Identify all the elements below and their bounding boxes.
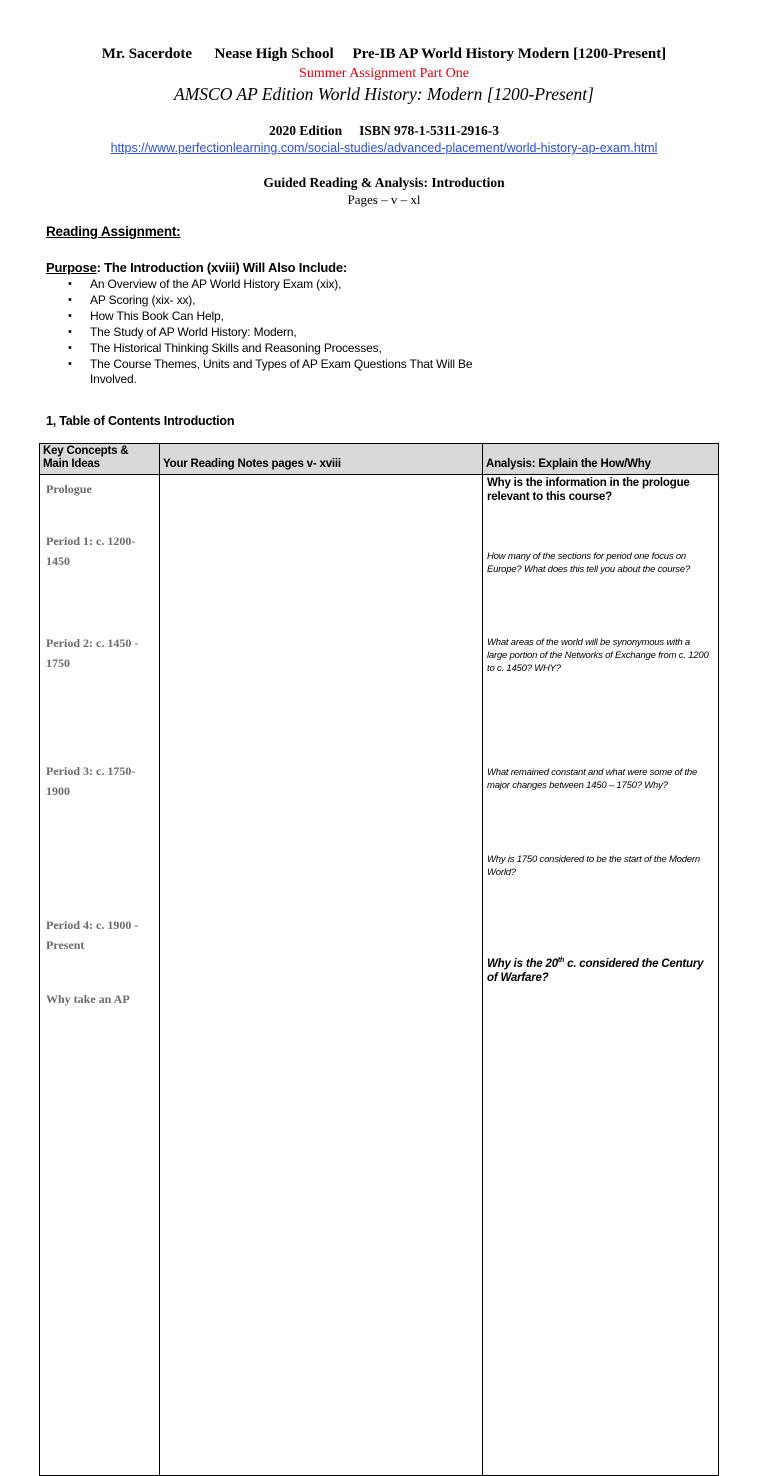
header-key-concepts: Key Concepts & Main Ideas	[40, 444, 160, 475]
table-header-row	[40, 444, 719, 475]
analysis-column	[483, 475, 719, 1476]
purpose-list	[66, 277, 486, 388]
textbook-link[interactable]: https://www.perfectionlearning.com/social-studies/advanced-placement/world-history-ap-exam.html	[110, 141, 658, 155]
table-row	[40, 475, 719, 1476]
bullet-icon: •	[68, 326, 72, 338]
bullet-icon: •	[68, 310, 72, 322]
bullet-icon: •	[68, 342, 72, 354]
question-warfare: Why is the 20th c. considered the Century of Warfare?	[487, 957, 704, 984]
header-reading-notes: Your Reading Notes pages v- xviii	[160, 444, 483, 475]
bullet-icon: •	[68, 294, 72, 306]
toc-table	[39, 443, 719, 1476]
concept-period-1: Period 1: c. 1200-1450	[46, 534, 136, 568]
question-prologue: Why is the information in the prologue relevant to this course?	[487, 477, 690, 503]
purpose-label: Purpose	[46, 260, 97, 275]
toc-heading: 1, Table of Contents Introduction	[46, 414, 235, 428]
textbook-link-container	[0, 141, 768, 155]
reading-notes-cell[interactable]	[160, 475, 483, 1476]
list-item: • An Overview of the AP World History Exam (xix),	[68, 277, 342, 291]
list-item: • The Course Themes, Units and Types of AP Exam Questions That Will Be Involved.	[68, 357, 473, 386]
bullet-icon: •	[68, 278, 72, 290]
concepts-column	[40, 475, 160, 1476]
edition-isbn: 2020 Edition ISBN 978-1-5311-2916-3	[269, 123, 499, 138]
list-item: • The Historical Thinking Skills and Reasoning Processes,	[68, 341, 382, 355]
header-title-line: Mr. Sacerdote Nease High School Pre-IB AP World History Modern [1200-Present]	[101, 46, 667, 62]
bullet-icon: •	[68, 358, 72, 370]
pages-range: Pages – v – xl	[347, 192, 421, 207]
list-item: • AP Scoring (xix- xx),	[68, 293, 196, 307]
list-item: • The Study of AP World History: Modern,	[68, 325, 297, 339]
purpose-line	[46, 260, 347, 275]
assignment-subtitle: Summer Assignment Part One	[299, 66, 469, 81]
concept-period-4: Period 4: c. 1900 - Present	[46, 918, 139, 952]
concept-period-2: Period 2: c. 1450 - 1750	[46, 636, 139, 670]
guided-reading-title: Guided Reading & Analysis: Introduction	[263, 175, 505, 190]
textbook-title: AMSCO AP Edition World History: Modern [1200-Present]	[174, 84, 594, 104]
question-period-3: What remained constant and what were some of the major changes between 1450 – 1750? Why?	[487, 767, 698, 791]
list-item: • How This Book Can Help,	[68, 309, 224, 323]
question-period-1: How many of the sections for period one focus on Europe? What does this tell you about the course?	[487, 551, 691, 575]
question-modern-world: Why is 1750 considered to be the start of the Modern World?	[487, 854, 700, 878]
concept-prologue: Prologue	[46, 482, 92, 496]
concept-period-3: Period 3: c. 1750-1900	[46, 764, 136, 798]
header-analysis: Analysis: Explain the How/Why	[483, 444, 719, 475]
concept-why-ap: Why take an AP	[46, 992, 130, 1006]
purpose-text: : The Introduction (xviii) Will Also Include:	[96, 260, 348, 275]
question-period-2: What areas of the world will be synonymous with a large portion of the Networks of Exchange from c. 1200 to c. 1450? WHY?	[487, 637, 709, 674]
reading-assignment-heading: Reading Assignment:	[46, 224, 181, 239]
